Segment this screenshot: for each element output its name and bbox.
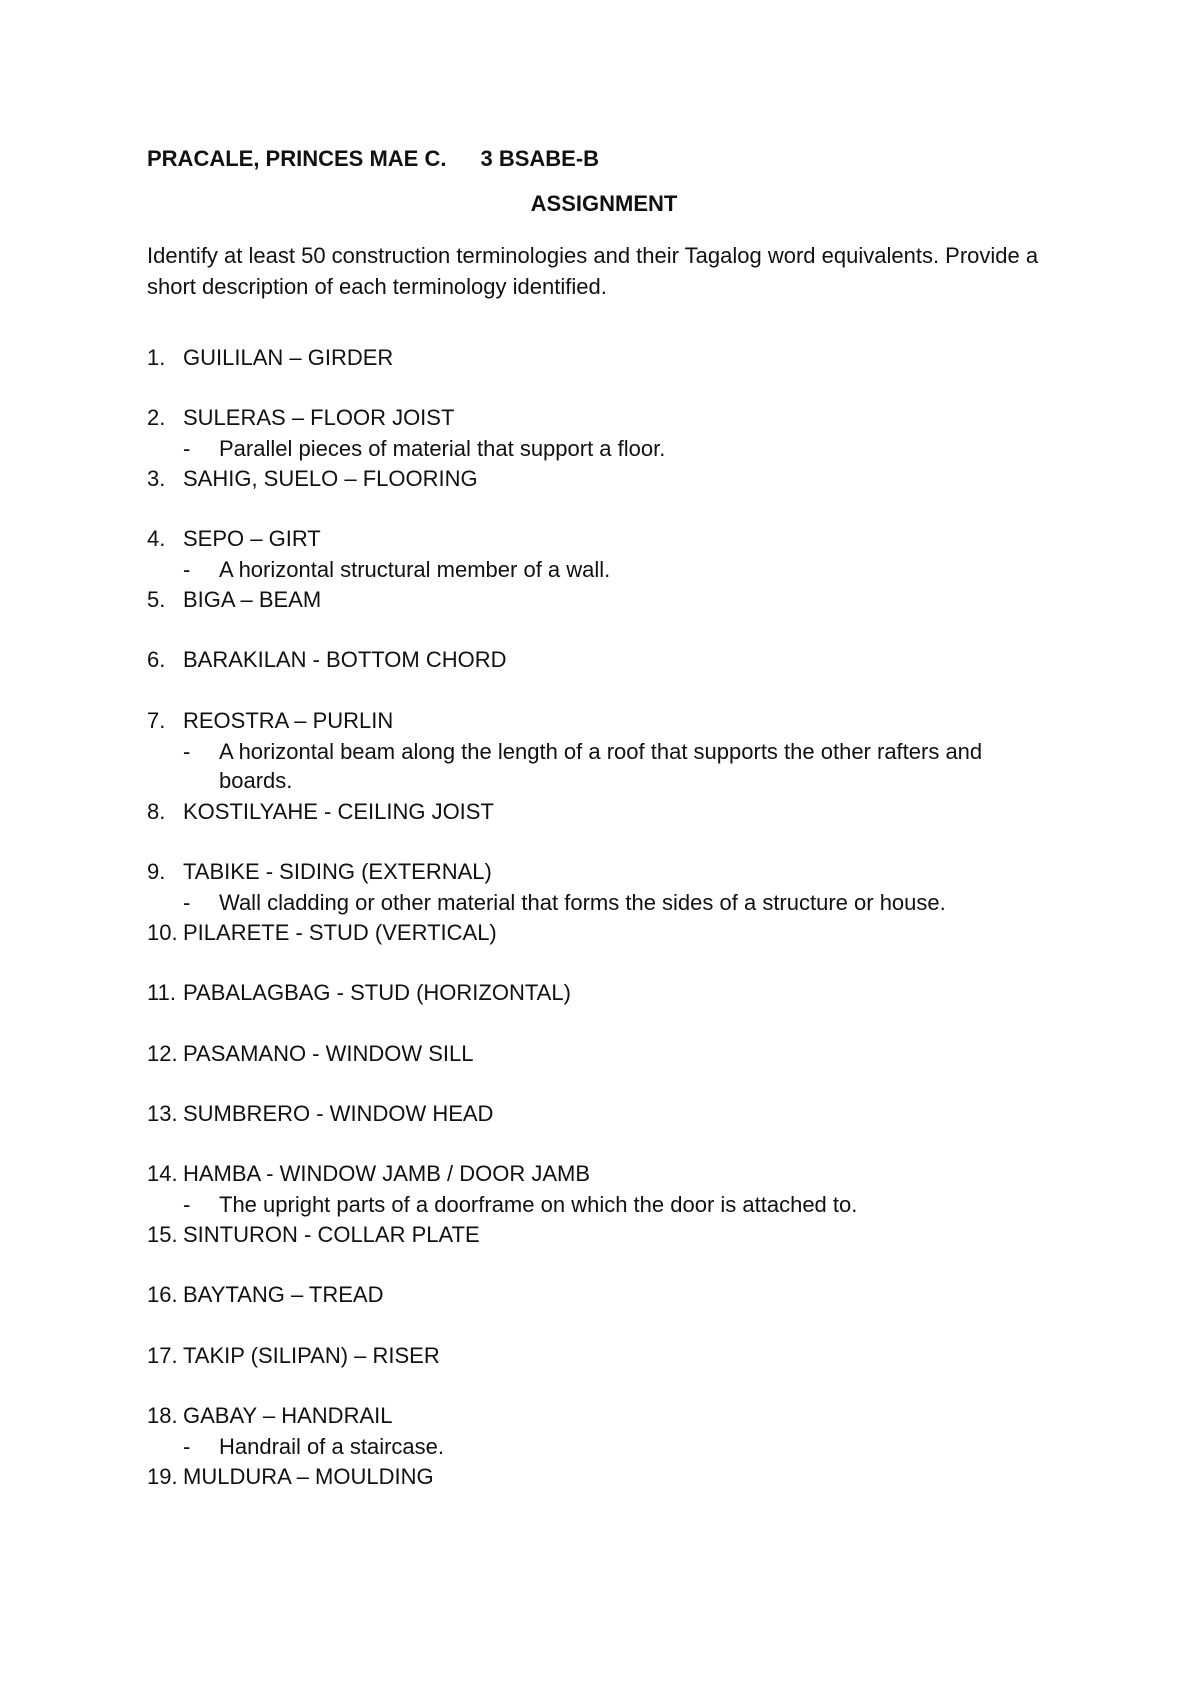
term-item	[147, 797, 1067, 827]
term-label: BAYTANG – TREAD	[183, 1282, 384, 1307]
term-item	[147, 1099, 1067, 1129]
term-number: 1.	[147, 345, 166, 370]
term-label: PILARETE - STUD (VERTICAL)	[183, 920, 497, 945]
term-item	[147, 1159, 1067, 1189]
dash-bullet: -	[183, 436, 191, 461]
term-description	[183, 888, 1043, 917]
term-label: HAMBA - WINDOW JAMB / DOOR JAMB	[183, 1161, 591, 1186]
term-item	[147, 1401, 1067, 1431]
term-number: 19.	[147, 1464, 178, 1489]
student-name: PRACALE, PRINCES MAE C.	[147, 146, 447, 171]
term-number: 14.	[147, 1161, 178, 1186]
term-label: SAHIG, SUELO – FLOORING	[183, 466, 478, 491]
term-number: 12.	[147, 1041, 178, 1066]
term-label: SEPO – GIRT	[183, 526, 321, 551]
term-label: TAKIP (SILIPAN) – RISER	[183, 1343, 440, 1368]
header-line	[147, 146, 599, 172]
term-number: 6.	[147, 647, 166, 672]
term-description	[183, 1432, 1043, 1461]
term-item	[147, 645, 1067, 675]
term-label: MULDURA – MOULDING	[183, 1464, 434, 1489]
term-number: 10.	[147, 920, 178, 945]
term-description	[183, 1190, 1043, 1219]
term-label: PABALAGBAG - STUD (HORIZONTAL)	[183, 980, 571, 1005]
term-number: 2.	[147, 405, 166, 430]
term-label: GABAY – HANDRAIL	[183, 1403, 393, 1428]
term-item	[147, 585, 1067, 615]
description-text: Parallel pieces of material that support a floor.	[219, 436, 666, 461]
term-label: TABIKE - SIDING (EXTERNAL)	[183, 859, 492, 884]
term-item	[147, 1220, 1067, 1250]
dash-bullet: -	[183, 739, 191, 764]
term-item	[147, 1280, 1067, 1310]
description-text: A horizontal structural member of a wall.	[219, 557, 611, 582]
description-text: The upright parts of a doorframe on which the door is attached to.	[219, 1192, 858, 1217]
term-number: 8.	[147, 799, 166, 824]
page-title: ASSIGNMENT	[530, 191, 678, 216]
term-description	[183, 737, 1043, 795]
term-number: 18.	[147, 1403, 178, 1428]
term-item	[147, 978, 1067, 1008]
term-item	[147, 1039, 1067, 1069]
term-number: 9.	[147, 859, 166, 884]
term-label: REOSTRA – PURLIN	[183, 708, 394, 733]
description-text: A horizontal beam along the length of a roof that supports the other rafters and boards.	[219, 739, 983, 793]
term-label: SINTURON - COLLAR PLATE	[183, 1222, 480, 1247]
term-item	[147, 343, 1067, 373]
term-item	[147, 1341, 1067, 1371]
description-text: Handrail of a staircase.	[219, 1434, 444, 1459]
term-item	[147, 918, 1067, 948]
term-label: GUILILAN – GIRDER	[183, 345, 394, 370]
term-number: 4.	[147, 526, 166, 551]
dash-bullet: -	[183, 557, 191, 582]
term-label: KOSTILYAHE - CEILING JOIST	[183, 799, 494, 824]
term-label: SUMBRERO - WINDOW HEAD	[183, 1101, 494, 1126]
term-number: 7.	[147, 708, 166, 733]
term-number: 11.	[147, 980, 176, 1005]
term-item	[147, 1462, 1067, 1492]
term-number: 3.	[147, 466, 166, 491]
term-label: BIGA – BEAM	[183, 587, 322, 612]
dash-bullet: -	[183, 1434, 191, 1459]
term-item	[147, 524, 1067, 554]
term-number: 5.	[147, 587, 166, 612]
term-label: SULERAS – FLOOR JOIST	[183, 405, 455, 430]
term-number: 16.	[147, 1282, 178, 1307]
term-number: 13.	[147, 1101, 178, 1126]
term-number: 15.	[147, 1222, 178, 1247]
term-label: PASAMANO - WINDOW SILL	[183, 1041, 474, 1066]
term-label: BARAKILAN - BOTTOM CHORD	[183, 647, 507, 672]
instructions: Identify at least 50 construction terminologies and their Tagalog word equivalents. Provide a short description of each terminology identified.	[147, 243, 1039, 299]
term-item	[147, 706, 1067, 736]
dash-bullet: -	[183, 890, 191, 915]
description-text: Wall cladding or other material that forms the sides of a structure or house.	[219, 890, 946, 915]
dash-bullet: -	[183, 1192, 191, 1217]
term-item	[147, 857, 1067, 887]
class-section: 3 BSABE-B	[480, 146, 600, 171]
term-description	[183, 434, 1043, 463]
term-item	[147, 464, 1067, 494]
term-description	[183, 555, 1043, 584]
term-number: 17.	[147, 1343, 178, 1368]
term-item	[147, 403, 1067, 433]
